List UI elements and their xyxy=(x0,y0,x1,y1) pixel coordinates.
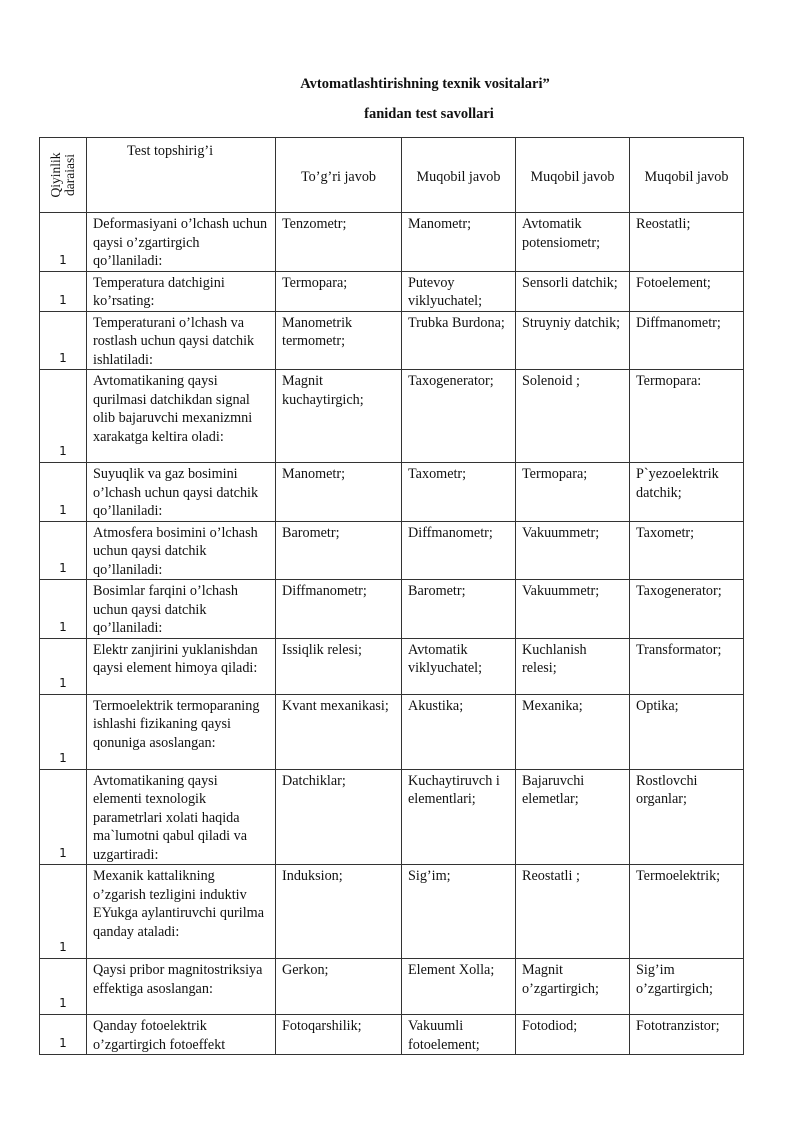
difficulty-level-cell-text: 1 xyxy=(59,750,67,765)
alternative-answer-1-cell xyxy=(402,463,516,522)
alternative-answer-2-cell-text: Mexanika; xyxy=(522,697,583,714)
question-cell xyxy=(87,694,276,769)
header-correct-answer: To’g’ri javob xyxy=(276,138,402,213)
question-cell xyxy=(87,865,276,959)
table-row xyxy=(40,521,744,580)
correct-answer-cell-text: Diffmanometr; xyxy=(282,583,367,599)
difficulty-level-cell-text: 1 xyxy=(59,675,67,690)
table-row xyxy=(40,959,744,1015)
alternative-answer-1-cell xyxy=(402,694,516,769)
question-cell-text: Avtomatikaning qaysi qurilmasi datchikdan signal olib bajaruvchi mexanizmni xarakatga keltira oladi: xyxy=(93,373,253,445)
alternative-answer-3-cell-text: Termoelektrik; xyxy=(636,868,721,884)
alternative-answer-2-cell-text: Sensorli datchik; xyxy=(522,274,618,291)
alternative-answer-1-cell-text: Manometr; xyxy=(408,216,472,232)
question-cell-text: Temperaturani o’lchash va rostlash uchun qaysi datchik ishlatiladi: xyxy=(93,314,255,368)
alternative-answer-3-cell xyxy=(630,213,744,272)
alternative-answer-2-cell xyxy=(516,463,630,522)
question-cell-text: Elektr zanjirini yuklanishdan qaysi element himoya qiladi: xyxy=(93,641,258,676)
question-cell-text: Termoelektrik termoparaning ishlashi fizikaning qaysi qonuniga asoslangan: xyxy=(93,697,260,751)
alternative-answer-3-cell xyxy=(630,311,744,370)
difficulty-level-cell xyxy=(40,370,87,463)
alternative-answer-2-cell-text: Avtomatik potensiometr; xyxy=(522,216,601,251)
question-cell xyxy=(87,769,276,865)
table-row xyxy=(40,213,744,272)
question-cell xyxy=(87,271,276,311)
question-cell-text: Bosimlar farqini o’lchash uchun qaysi datchik qo’llaniladi: xyxy=(93,583,238,636)
alternative-answer-2-cell xyxy=(516,370,630,463)
difficulty-level-cell-text: 1 xyxy=(59,940,67,954)
table-row xyxy=(40,769,744,865)
alternative-answer-1-cell-text: Trubka Burdona; xyxy=(408,314,505,331)
header-alternative-answer-3: Muqobil javob xyxy=(630,138,744,213)
difficulty-level-cell xyxy=(40,638,87,694)
alternative-answer-1-cell xyxy=(402,959,516,1015)
correct-answer-cell xyxy=(276,769,402,865)
alternative-answer-2-cell xyxy=(516,865,630,959)
difficulty-level-cell-text: 1 xyxy=(59,1036,67,1050)
question-cell-text: Suyuqlik va gaz bosimini o’lchash uchun qaysi datchik qo’llaniladi: xyxy=(93,466,259,519)
question-cell-text: Mexanik kattalikning o’zgarish tezligini induktiv EYukga aylantiruvchi qurilma qanday ataladi: xyxy=(93,868,264,940)
question-cell-text: Temperatura datchigini ko’rsating: xyxy=(93,274,225,309)
alternative-answer-3-cell xyxy=(630,271,744,311)
header-alternative-answer-2: Muqobil javob xyxy=(516,138,630,213)
alternative-answer-3-cell-text: Sig’im o’zgartirgich; xyxy=(636,962,713,997)
table-row xyxy=(40,311,744,370)
alternative-answer-1-cell xyxy=(402,311,516,370)
difficulty-level-cell xyxy=(40,580,87,639)
correct-answer-cell-text: Tenzometr; xyxy=(282,216,347,232)
alternative-answer-2-cell xyxy=(516,580,630,639)
difficulty-level-cell xyxy=(40,959,87,1015)
header-difficulty-level-line2: daraiasi xyxy=(62,154,77,196)
difficulty-level-cell xyxy=(40,769,87,865)
alternative-answer-1-cell-text: Putevoy viklyuchatel; xyxy=(408,274,483,309)
alternative-answer-3-cell xyxy=(630,580,744,639)
difficulty-level-cell-text: 1 xyxy=(59,561,67,575)
alternative-answer-2-cell-text: Vakuummetr; xyxy=(522,583,600,599)
difficulty-level-cell xyxy=(40,311,87,370)
alternative-answer-3-cell-text: Reostatli; xyxy=(636,216,691,232)
alternative-answer-1-cell-text: Vakuumli fotoelement; xyxy=(408,1018,480,1053)
difficulty-level-cell-text: 1 xyxy=(59,351,67,365)
difficulty-level-cell xyxy=(40,521,87,580)
difficulty-level-cell xyxy=(40,271,87,311)
correct-answer-cell xyxy=(276,213,402,272)
correct-answer-cell-text: Barometr; xyxy=(282,524,340,541)
alternative-answer-3-cell-text: Fototranzistor; xyxy=(636,1018,720,1034)
correct-answer-cell-text: Datchiklar; xyxy=(282,772,346,789)
header-task: Test topshirig’i xyxy=(87,138,276,213)
alternative-answer-3-cell xyxy=(630,1015,744,1055)
alternative-answer-3-cell xyxy=(630,521,744,580)
alternative-answer-2-cell-text: Vakuummetr; xyxy=(522,524,600,541)
document-subtitle: fanidan test savollari xyxy=(364,106,494,122)
alternative-answer-1-cell-text: Taxogenerator; xyxy=(408,373,494,389)
alternative-answer-3-cell-text: Diffmanometr; xyxy=(636,314,721,331)
question-cell xyxy=(87,370,276,463)
table-row xyxy=(40,1015,744,1055)
difficulty-level-cell xyxy=(40,213,87,272)
alternative-answer-2-cell-text: Reostatli ; xyxy=(522,868,580,884)
alternative-answer-1-cell xyxy=(402,865,516,959)
alternative-answer-1-cell xyxy=(402,521,516,580)
alternative-answer-2-cell xyxy=(516,638,630,694)
correct-answer-cell-text: Termopara; xyxy=(282,274,348,291)
alternative-answer-1-cell-text: Kuchaytiruvch i elementlari; xyxy=(408,772,500,807)
alternative-answer-1-cell-text: Barometr; xyxy=(408,583,466,599)
correct-answer-cell-text: Magnit kuchaytirgich; xyxy=(282,373,364,408)
difficulty-level-cell-text: 1 xyxy=(59,502,67,517)
correct-answer-cell xyxy=(276,1015,402,1055)
alternative-answer-3-cell xyxy=(630,463,744,522)
table-row xyxy=(40,638,744,694)
table-row xyxy=(40,580,744,639)
alternative-answer-3-cell xyxy=(630,769,744,865)
question-cell xyxy=(87,213,276,272)
alternative-answer-1-cell-text: Akustika; xyxy=(408,697,464,714)
header-alternative-answer-1: Muqobil javob xyxy=(402,138,516,213)
alternative-answer-1-cell-text: Diffmanometr; xyxy=(408,524,493,541)
question-cell xyxy=(87,638,276,694)
header-difficulty-level xyxy=(40,138,87,213)
correct-answer-cell-text: Issiqlik relesi; xyxy=(282,641,362,658)
question-cell xyxy=(87,463,276,522)
question-cell xyxy=(87,311,276,370)
alternative-answer-1-cell xyxy=(402,370,516,463)
alternative-answer-2-cell-text: Struyniy datchik; xyxy=(522,314,621,331)
difficulty-level-cell-text: 1 xyxy=(59,252,67,267)
alternative-answer-2-cell xyxy=(516,769,630,865)
header-difficulty-level-line1: Qiyinlik xyxy=(48,152,63,198)
table-header-row xyxy=(40,138,744,213)
question-cell-text: Qaysi pribor magnitostriksiya effektiga asoslangan: xyxy=(93,962,263,997)
alternative-answer-2-cell xyxy=(516,311,630,370)
alternative-answer-2-cell-text: Solenoid ; xyxy=(522,373,580,389)
alternative-answer-2-cell-text: Magnit o’zgartirgich; xyxy=(522,962,599,997)
alternative-answer-3-cell-text: Fotoelement; xyxy=(636,274,711,291)
correct-answer-cell-text: Fotoqarshilik; xyxy=(282,1018,362,1034)
alternative-answer-3-cell xyxy=(630,370,744,463)
alternative-answer-1-cell xyxy=(402,1015,516,1055)
difficulty-level-cell xyxy=(40,694,87,769)
correct-answer-cell xyxy=(276,580,402,639)
alternative-answer-1-cell xyxy=(402,271,516,311)
alternative-answer-3-cell-text: P`yezoelektrik datchik; xyxy=(636,466,719,501)
correct-answer-cell-text: Manometr; xyxy=(282,466,346,482)
alternative-answer-3-cell xyxy=(630,638,744,694)
question-cell-text: Deformasiyani o’lchash uchun qaysi o’zgartirgich qo’llaniladi: xyxy=(93,216,268,269)
alternative-answer-2-cell-text: Kuchlanish relesi; xyxy=(522,641,587,676)
table-row xyxy=(40,694,744,769)
difficulty-level-cell-text: 1 xyxy=(59,444,67,458)
alternative-answer-3-cell xyxy=(630,865,744,959)
correct-answer-cell xyxy=(276,370,402,463)
correct-answer-cell-text: Manometrik termometr; xyxy=(282,314,353,349)
question-cell xyxy=(87,521,276,580)
alternative-answer-3-cell-text: Termopara: xyxy=(636,373,702,389)
alternative-answer-1-cell xyxy=(402,580,516,639)
correct-answer-cell xyxy=(276,463,402,522)
alternative-answer-1-cell-text: Element Xolla; xyxy=(408,962,495,978)
alternative-answer-3-cell xyxy=(630,959,744,1015)
alternative-answer-2-cell xyxy=(516,959,630,1015)
question-cell xyxy=(87,580,276,639)
alternative-answer-2-cell xyxy=(516,271,630,311)
alternative-answer-2-cell xyxy=(516,694,630,769)
correct-answer-cell-text: Gerkon; xyxy=(282,962,329,978)
difficulty-level-cell-text: 1 xyxy=(59,292,67,307)
alternative-answer-3-cell-text: Optika; xyxy=(636,697,679,714)
correct-answer-cell xyxy=(276,521,402,580)
alternative-answer-3-cell xyxy=(630,694,744,769)
correct-answer-cell xyxy=(276,959,402,1015)
difficulty-level-cell xyxy=(40,463,87,522)
difficulty-level-cell-text: 1 xyxy=(59,846,67,860)
difficulty-level-cell-text: 1 xyxy=(59,619,67,634)
correct-answer-cell xyxy=(276,271,402,311)
alternative-answer-2-cell xyxy=(516,1015,630,1055)
alternative-answer-2-cell xyxy=(516,521,630,580)
correct-answer-cell xyxy=(276,865,402,959)
difficulty-level-cell xyxy=(40,865,87,959)
correct-answer-cell-text: Induksion; xyxy=(282,868,343,884)
alternative-answer-2-cell-text: Termopara; xyxy=(522,466,588,482)
alternative-answer-1-cell xyxy=(402,638,516,694)
alternative-answer-3-cell-text: Transformator; xyxy=(636,641,722,658)
alternative-answer-2-cell-text: Bajaruvchi elemetlar; xyxy=(522,772,585,807)
test-questions-table xyxy=(39,137,744,1055)
question-cell xyxy=(87,959,276,1015)
table-row xyxy=(40,370,744,463)
correct-answer-cell xyxy=(276,311,402,370)
alternative-answer-2-cell xyxy=(516,213,630,272)
alternative-answer-3-cell-text: Rostlovchi organlar; xyxy=(636,772,698,807)
correct-answer-cell-text: Kvant mexanikasi; xyxy=(282,697,389,714)
question-cell xyxy=(87,1015,276,1055)
table-row xyxy=(40,463,744,522)
table-row xyxy=(40,865,744,959)
alternative-answer-1-cell xyxy=(402,769,516,865)
alternative-answer-1-cell-text: Avtomatik viklyuchatel; xyxy=(408,641,483,676)
alternative-answer-1-cell-text: Taxometr; xyxy=(408,466,467,482)
table-row xyxy=(40,271,744,311)
alternative-answer-3-cell-text: Taxometr; xyxy=(636,524,695,541)
question-cell-text: Qanday fotoelektrik o’zgartirgich fotoeffekt xyxy=(93,1018,226,1053)
correct-answer-cell xyxy=(276,638,402,694)
question-cell-text: Avtomatikaning qaysi elementi texnologik parametrlari xolati haqida ma`lumotni qabul qiladi va uzgartiradi: xyxy=(93,772,248,863)
alternative-answer-2-cell-text: Fotodiod; xyxy=(522,1018,578,1034)
correct-answer-cell xyxy=(276,694,402,769)
alternative-answer-3-cell-text: Taxogenerator; xyxy=(636,583,722,599)
difficulty-level-cell xyxy=(40,1015,87,1055)
difficulty-level-cell-text: 1 xyxy=(59,996,67,1010)
alternative-answer-1-cell xyxy=(402,213,516,272)
question-cell-text: Atmosfera bosimini o’lchash uchun qaysi datchik qo’llaniladi: xyxy=(93,524,258,578)
document-title: Avtomatlashtirishning texnik vositalari” xyxy=(300,76,550,92)
alternative-answer-1-cell-text: Sig’im; xyxy=(408,868,451,884)
